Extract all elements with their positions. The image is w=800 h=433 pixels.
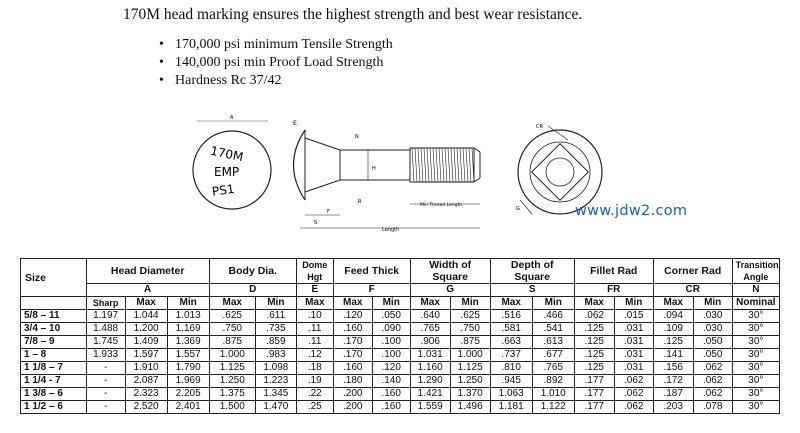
- col-body-dia: Body Dia.: [209, 259, 296, 284]
- table-cell: .200: [333, 388, 372, 401]
- row-size-cell: 1 1/4 - 7: [21, 375, 87, 388]
- table-cell: .180: [333, 375, 372, 388]
- table-cell: .125: [574, 362, 614, 375]
- table-row: [21, 388, 780, 401]
- dim-label-a: A: [230, 115, 234, 121]
- table-cell: .140: [372, 375, 410, 388]
- intro-text: 170M head marking ensures the highest strength and best wear resistance.: [123, 6, 583, 23]
- table-subheader-row: [21, 297, 780, 310]
- table-cell: .141: [653, 349, 693, 362]
- table-cell: 1.197: [86, 310, 125, 323]
- table-cell: .541: [532, 323, 574, 336]
- dim-label-e: E: [293, 120, 297, 127]
- dim-label-g: G: [516, 206, 520, 212]
- table-cell: .031: [614, 323, 653, 336]
- dim-label-f: F: [327, 209, 330, 215]
- row-size-cell: 5/8 – 11: [21, 310, 87, 323]
- table-cell: .983: [255, 349, 296, 362]
- table-cell: .100: [372, 336, 410, 349]
- table-cell: 1.375: [209, 388, 255, 401]
- table-cell: .750: [450, 323, 490, 336]
- subheader: Min: [372, 297, 410, 310]
- table-cell: .892: [532, 375, 574, 388]
- table-cell: .125: [574, 349, 614, 362]
- table-cell: .160: [333, 323, 372, 336]
- table-cell: .663: [490, 336, 532, 349]
- table-cell: .177: [574, 401, 614, 414]
- table-row: [21, 401, 780, 414]
- table-cell: .062: [614, 375, 653, 388]
- subheader: Max: [490, 297, 532, 310]
- table-cell: 2.087: [125, 375, 167, 388]
- table-cell: .22: [296, 388, 333, 401]
- letter-g: G: [410, 284, 490, 297]
- subheader: Max: [125, 297, 167, 310]
- table-cell: -: [86, 401, 125, 414]
- table-cell: 1.369: [167, 336, 209, 349]
- table-cell: 30°: [732, 336, 779, 349]
- table-cell: 1.290: [410, 375, 450, 388]
- subheader-sharp: Sharp: [86, 297, 125, 310]
- table-cell: .625: [209, 310, 255, 323]
- table-cell: .050: [372, 310, 410, 323]
- col-dome-hgt: Dome Hgt: [296, 259, 333, 284]
- subheader: Max: [209, 297, 255, 310]
- table-cell: .125: [574, 336, 614, 349]
- bolt-side-view: [294, 130, 481, 228]
- row-size-cell: 1 3/8 – 6: [21, 388, 87, 401]
- table-cell: 30°: [732, 375, 779, 388]
- table-cell: .625: [450, 310, 490, 323]
- table-cell: 1.597: [125, 349, 167, 362]
- table-cell: .10: [296, 310, 333, 323]
- table-cell: .172: [653, 375, 693, 388]
- table-cell: .062: [614, 401, 653, 414]
- table-cell: .109: [653, 323, 693, 336]
- table-cell: .031: [614, 349, 653, 362]
- table-cell: .160: [333, 362, 372, 375]
- letter-cr: CR: [653, 284, 732, 297]
- table-cell: .906: [410, 336, 450, 349]
- bullet-tensile: • 170,000 psi minimum Tensile Strength: [175, 36, 393, 54]
- table-cell: .677: [532, 349, 574, 362]
- table-cell: 30°: [732, 362, 779, 375]
- subheader: Min: [255, 297, 296, 310]
- table-cell: .090: [372, 323, 410, 336]
- bullet-proof-load: • 140,000 psi min Proof Load Strength: [175, 54, 393, 72]
- table-cell: 1.031: [410, 349, 450, 362]
- table-cell: 1.500: [209, 401, 255, 414]
- bolt-end-view: [518, 126, 602, 214]
- table-cell: .030: [693, 310, 732, 323]
- table-cell: 1.370: [450, 388, 490, 401]
- table-cell: -: [86, 388, 125, 401]
- table-cell: 1.250: [209, 375, 255, 388]
- table-cell: .094: [653, 310, 693, 323]
- table-cell: 1.098: [255, 362, 296, 375]
- dim-label-n: N: [355, 134, 359, 140]
- table-cell: 1.044: [125, 310, 167, 323]
- table-cell: 1.181: [490, 401, 532, 414]
- table-cell: 1.488: [86, 323, 125, 336]
- table-cell: .875: [209, 336, 255, 349]
- table-cell: .031: [614, 336, 653, 349]
- col-feed-thick: Feed Thick: [333, 259, 410, 284]
- table-cell: 30°: [732, 349, 779, 362]
- table-cell: .050: [693, 349, 732, 362]
- table-cell: 1.745: [86, 336, 125, 349]
- row-size-cell: 7/8 – 9: [21, 336, 87, 349]
- table-cell: .177: [574, 388, 614, 401]
- dim-label-s: S: [314, 220, 318, 226]
- table-cell: .640: [410, 310, 450, 323]
- subheader: Min: [167, 297, 209, 310]
- col-size: Size: [21, 259, 87, 297]
- table-cell: 1.409: [125, 336, 167, 349]
- table-cell: .18: [296, 362, 333, 375]
- table-cell: .031: [614, 362, 653, 375]
- table-cell: 1.470: [255, 401, 296, 414]
- table-cell: .160: [372, 401, 410, 414]
- table-cell: .062: [693, 362, 732, 375]
- row-size-cell: 1 – 8: [21, 349, 87, 362]
- table-cell: .062: [574, 310, 614, 323]
- subheader: Min: [532, 297, 574, 310]
- table-cell: 1.496: [450, 401, 490, 414]
- subheader: Max: [333, 297, 372, 310]
- table-cell: -: [86, 375, 125, 388]
- table-cell: .170: [333, 349, 372, 362]
- table-cell: 1.345: [255, 388, 296, 401]
- table-cell: 30°: [732, 323, 779, 336]
- table-cell: 1.125: [209, 362, 255, 375]
- table-cell: .810: [490, 362, 532, 375]
- table-cell: .015: [614, 310, 653, 323]
- table-cell: .177: [574, 375, 614, 388]
- table-cell: .120: [372, 362, 410, 375]
- table-cell: 1.000: [450, 349, 490, 362]
- table-cell: 1.910: [125, 362, 167, 375]
- subheader: Min: [693, 297, 732, 310]
- table-cell: 1.969: [167, 375, 209, 388]
- dim-label-h: H: [372, 166, 376, 172]
- table-cell: .765: [410, 323, 450, 336]
- letter-f: F: [333, 284, 410, 297]
- table-cell: .613: [532, 336, 574, 349]
- letter-n: N: [732, 284, 779, 297]
- spec-bullet-list: [175, 36, 393, 90]
- row-size-cell: 1 1/2 – 6: [21, 401, 87, 414]
- table-cell: 1.160: [410, 362, 450, 375]
- table-row: [21, 375, 780, 388]
- table-cell: .25: [296, 401, 333, 414]
- table-cell: 1.559: [410, 401, 450, 414]
- col-depth-square: Depth of Square: [490, 259, 574, 284]
- table-cell: .156: [653, 362, 693, 375]
- table-cell: 1.013: [167, 310, 209, 323]
- table-cell: .100: [372, 349, 410, 362]
- table-row: [21, 349, 780, 362]
- head-mark-emp: EMP: [214, 165, 240, 179]
- table-cell: .062: [693, 375, 732, 388]
- row-size-cell: 3/4 – 10: [21, 323, 87, 336]
- dim-label-r: R: [358, 199, 362, 205]
- dimension-table: [20, 258, 780, 414]
- table-cell: 2.323: [125, 388, 167, 401]
- table-row: [21, 336, 780, 349]
- table-cell: .160: [372, 388, 410, 401]
- table-cell: .581: [490, 323, 532, 336]
- table-cell: .735: [255, 323, 296, 336]
- table-cell: .187: [653, 388, 693, 401]
- table-header-row: [21, 259, 780, 284]
- table-cell: -: [86, 362, 125, 375]
- table-row: [21, 310, 780, 323]
- table-cell: 1.557: [167, 349, 209, 362]
- col-fillet-rad: Fillet Rad: [574, 259, 653, 284]
- col-corner-rad: Corner Rad: [653, 259, 732, 284]
- table-cell: .611: [255, 310, 296, 323]
- table-cell: 1.063: [490, 388, 532, 401]
- dim-label-length: Length: [382, 227, 400, 233]
- letter-e: E: [296, 284, 333, 297]
- table-cell: .516: [490, 310, 532, 323]
- dim-label-thread: Min Thread Length: [420, 203, 463, 208]
- letter-a: A: [86, 284, 209, 297]
- table-cell: 2.401: [167, 401, 209, 414]
- table-cell: 1.421: [410, 388, 450, 401]
- table-body: [21, 310, 780, 414]
- table-cell: 1.250: [450, 375, 490, 388]
- table-cell: .120: [333, 310, 372, 323]
- table-cell: .078: [693, 401, 732, 414]
- table-cell: 1.122: [532, 401, 574, 414]
- table-cell: .170: [333, 336, 372, 349]
- table-cell: 2.205: [167, 388, 209, 401]
- watermark-url: www.jdw2.com: [575, 203, 688, 219]
- table-cell: .203: [653, 401, 693, 414]
- table-row: [21, 323, 780, 336]
- subheader-blank: [21, 297, 87, 310]
- table-cell: 1.169: [167, 323, 209, 336]
- table-cell: .750: [209, 323, 255, 336]
- table-cell: .11: [296, 336, 333, 349]
- table-row: [21, 362, 780, 375]
- table-cell: .125: [574, 323, 614, 336]
- head-mark-ps1: PS1: [211, 181, 236, 199]
- table-cell: 1.933: [86, 349, 125, 362]
- head-marking-view: [193, 115, 271, 209]
- col-transition: Transition Angle: [732, 259, 779, 284]
- table-cell: .11: [296, 323, 333, 336]
- subheader: Min: [450, 297, 490, 310]
- table-cell: .125: [653, 336, 693, 349]
- table-cell: 30°: [732, 388, 779, 401]
- letter-d: D: [209, 284, 296, 297]
- dim-label-cr: CR: [536, 124, 543, 130]
- table-letter-row: [21, 284, 780, 297]
- subheader: Max: [410, 297, 450, 310]
- table-cell: 2.520: [125, 401, 167, 414]
- table-cell: .765: [532, 362, 574, 375]
- subheader: Max: [653, 297, 693, 310]
- table-cell: 1.200: [125, 323, 167, 336]
- letter-s: S: [490, 284, 574, 297]
- subheader: Min: [614, 297, 653, 310]
- subheader: Max: [296, 297, 333, 310]
- letter-fr: FR: [574, 284, 653, 297]
- table-cell: 1.790: [167, 362, 209, 375]
- table-cell: .466: [532, 310, 574, 323]
- table-cell: 1.010: [532, 388, 574, 401]
- table-cell: 30°: [732, 401, 779, 414]
- table-cell: .737: [490, 349, 532, 362]
- table-cell: .859: [255, 336, 296, 349]
- table-cell: .050: [693, 336, 732, 349]
- table-cell: 30°: [732, 310, 779, 323]
- head-mark-170m: 170M: [209, 143, 245, 165]
- table-cell: .030: [693, 323, 732, 336]
- col-head-diameter: Head Diameter: [86, 259, 209, 284]
- row-size-cell: 1 1/8 – 7: [21, 362, 87, 375]
- subheader: Nominal: [732, 297, 779, 310]
- bullet-hardness: • Hardness Rc 37/42: [175, 72, 393, 90]
- col-width-square: Width of Square: [410, 259, 490, 284]
- table-cell: .062: [693, 388, 732, 401]
- table-cell: .19: [296, 375, 333, 388]
- table-cell: .062: [614, 388, 653, 401]
- table-cell: 1.000: [209, 349, 255, 362]
- table-cell: .12: [296, 349, 333, 362]
- table-cell: 1.223: [255, 375, 296, 388]
- table-cell: .200: [333, 401, 372, 414]
- table-cell: .875: [450, 336, 490, 349]
- table-cell: .945: [490, 375, 532, 388]
- table-cell: 1.125: [450, 362, 490, 375]
- subheader: Max: [574, 297, 614, 310]
